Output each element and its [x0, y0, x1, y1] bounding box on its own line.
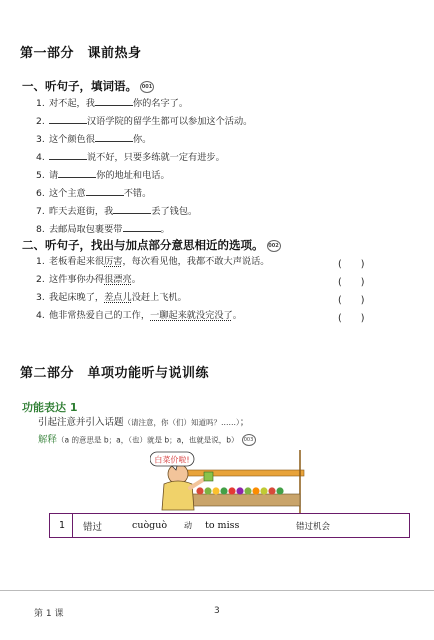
item-number: 7. [36, 206, 45, 217]
exercise2-item [36, 292, 187, 304]
item-text-pre: 请 [49, 170, 59, 181]
item-text-post: 没赶上飞机。 [131, 292, 187, 303]
item-number: 3. [36, 292, 45, 303]
item-text-post: 汉语学院的留学生都可以参加这个活动。 [87, 116, 253, 127]
exercise1-item [36, 168, 170, 182]
function-line [38, 417, 249, 429]
vocab-table-row [49, 513, 410, 538]
answer-blank[interactable] [95, 96, 133, 106]
item-number: 1. [36, 256, 45, 267]
answer-parentheses[interactable]: ( ) [338, 277, 365, 288]
exercise1-title-text: 一、听句子，填词语。 [22, 79, 137, 93]
exercise1-item [36, 150, 225, 164]
audio-icon[interactable]: 001 [140, 81, 154, 93]
dotted-phrase: 一聊起来就没完没了 [150, 310, 233, 321]
item-text-pre: 去邮局取包裹要带 [49, 224, 123, 235]
item-text-pre: 对不起，我 [49, 98, 95, 109]
exercise1-item [36, 222, 170, 236]
item-text-post: ，每次看见他，我都不敢大声说话。 [122, 256, 270, 267]
item-number: 2. [36, 274, 45, 285]
audio-icon[interactable]: 003 [242, 434, 256, 446]
exercise2-title-text: 二、听句子，找出与加点部分意思相近的选项。 [22, 238, 264, 252]
answer-blank[interactable] [49, 114, 87, 124]
answer-blank[interactable] [49, 150, 87, 160]
exercise1-item [36, 204, 197, 218]
item-number: 5. [36, 170, 45, 181]
exercise1-item [36, 114, 252, 128]
item-text-post: 丢了钱包。 [151, 206, 198, 217]
exercise1-title [22, 78, 154, 94]
dotted-phrase: 差点儿 [104, 292, 132, 303]
vocab-english: to miss [205, 520, 240, 531]
answer-blank[interactable] [58, 168, 96, 178]
exercise2-item [36, 310, 242, 322]
item-text-pre: 他非常热爱自己的工作， [49, 310, 151, 321]
item-text-post: 。 [160, 224, 170, 235]
item-text-pre: 老板看起来很 [49, 256, 105, 267]
item-text-post: 你的名字了。 [132, 98, 189, 109]
function-end: ； [239, 417, 250, 428]
item-text-post: 。 [232, 310, 242, 321]
function-note: （请注意，你（们）知道吗？……） [123, 418, 240, 427]
item-text-pre: 我起床晚了， [49, 292, 105, 303]
function-line-text: 引起注意并引入话题 [38, 417, 124, 428]
item-number: 8. [36, 224, 45, 235]
answer-parentheses[interactable]: ( ) [338, 259, 365, 270]
exercise1-item [36, 186, 151, 200]
function-title: 功能表达 1 [22, 401, 78, 414]
explain-label: 解释 [38, 434, 58, 446]
answer-parentheses[interactable]: ( ) [338, 313, 365, 324]
answer-blank[interactable] [123, 222, 161, 232]
item-text-post: 你。 [132, 134, 152, 145]
vocab-pos: 动 [184, 521, 192, 530]
item-text-post: 你的地址和电话。 [96, 170, 170, 181]
audio-icon[interactable]: 002 [267, 240, 281, 252]
item-text-post: 说不好，只要多练就一定有进步。 [87, 152, 225, 163]
part2-title: 第二部分 单项功能听与说训练 [20, 366, 210, 381]
speech-bubble-text: 白菜价啦! [154, 455, 190, 465]
answer-blank[interactable] [95, 132, 133, 142]
item-text-pre: 这个颜色很 [49, 134, 95, 145]
item-text-pre: 这个主意 [49, 188, 86, 199]
part1-title: 第一部分 课前热身 [20, 46, 142, 61]
page-number: 3 [214, 606, 220, 616]
cell-divider [72, 514, 73, 537]
item-number: 6. [36, 188, 45, 199]
answer-blank[interactable] [113, 204, 151, 214]
item-number: 1. [36, 98, 45, 109]
explain-text: （a 的意思是 b；a，（也）就是 b；a，也就是说，b） [57, 435, 239, 445]
item-number: 4. [36, 152, 45, 163]
item-number: 3. [36, 134, 45, 145]
exercise2-title [22, 237, 281, 253]
vocab-word: 错过 [83, 521, 103, 533]
produce-row [196, 487, 283, 494]
exercise1-item [36, 132, 151, 146]
vocab-pinyin: cuòguò [132, 520, 168, 531]
explain-line [38, 434, 256, 447]
exercise2-item [36, 256, 270, 268]
dotted-phrase: 厉害 [104, 256, 123, 267]
item-number: 2. [36, 116, 45, 127]
item-text-post: 不错。 [123, 188, 152, 199]
exercise1-item [36, 96, 188, 110]
dotted-phrase: 很漂亮 [104, 274, 132, 285]
item-number: 4. [36, 310, 45, 321]
vocab-number: 1 [59, 520, 66, 531]
footer-lesson: 第 1 课 [34, 609, 64, 619]
footer-divider [0, 590, 434, 591]
item-text-post: 。 [131, 274, 141, 285]
vocab-example: 错过机会 [296, 521, 331, 532]
vendor-illustration [150, 448, 310, 518]
answer-blank[interactable] [86, 186, 124, 196]
item-text-pre: 这件事你办得 [49, 274, 105, 285]
exercise2-item [36, 274, 141, 286]
answer-parentheses[interactable]: ( ) [338, 295, 365, 306]
item-text-pre: 昨天去逛街，我 [49, 206, 114, 217]
